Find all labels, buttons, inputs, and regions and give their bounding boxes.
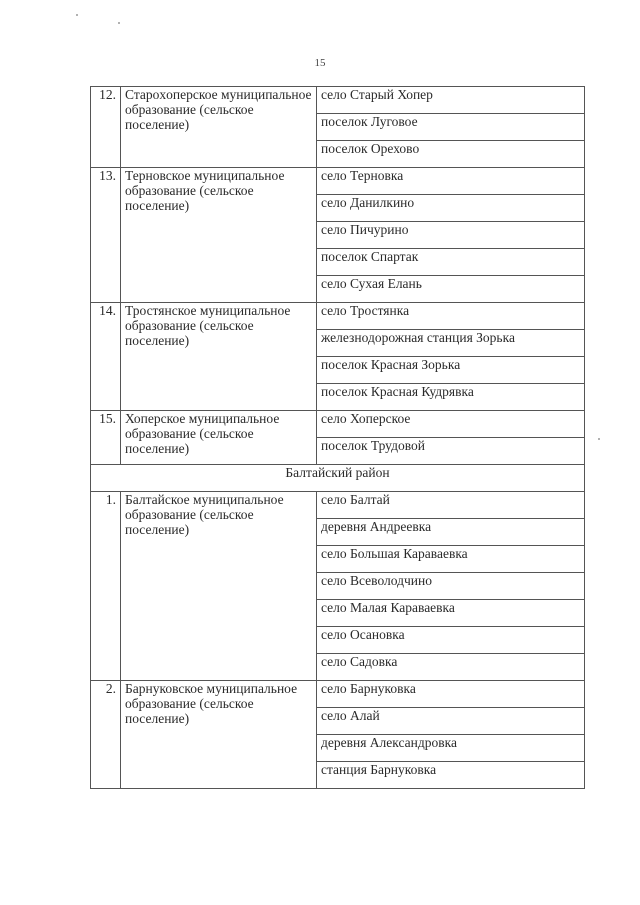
- municipality-name: Барнуковское муниципальное образование (сельское поселение): [121, 681, 317, 789]
- settlements-table: [90, 86, 585, 789]
- settlement-name: село Балтай: [317, 492, 585, 519]
- table-row: [91, 303, 585, 330]
- settlement-name: поселок Луговое: [317, 114, 585, 141]
- row-number: 12.: [91, 87, 121, 168]
- settlement-name: село Данилкино: [317, 195, 585, 222]
- settlement-name: станция Барнуковка: [317, 762, 585, 789]
- district-title: Балтайский район: [91, 465, 585, 492]
- row-number: 1.: [91, 492, 121, 681]
- settlements-table-body: [91, 87, 585, 789]
- district-row: [91, 465, 585, 492]
- settlement-name: село Старый Хопер: [317, 87, 585, 114]
- table-row: [91, 492, 585, 519]
- settlement-name: поселок Красная Зорька: [317, 357, 585, 384]
- settlement-name: деревня Андреевка: [317, 519, 585, 546]
- municipality-name: Староxоперское муниципальное образование (сельское поселение): [121, 87, 317, 168]
- settlement-name: село Хоперское: [317, 411, 585, 438]
- settlement-name: село Большая Караваевка: [317, 546, 585, 573]
- row-number: 2.: [91, 681, 121, 789]
- settlement-name: поселок Орехово: [317, 141, 585, 168]
- settlement-name: село Барнуковка: [317, 681, 585, 708]
- settlement-name: поселок Спартак: [317, 249, 585, 276]
- settlement-name: село Осановка: [317, 627, 585, 654]
- settlement-name: поселок Красная Кудрявка: [317, 384, 585, 411]
- table-row: [91, 87, 585, 114]
- settlement-name: село Пичурино: [317, 222, 585, 249]
- scan-speck: [118, 22, 120, 24]
- settlement-name: село Тростянка: [317, 303, 585, 330]
- municipality-name: Хоперское муниципальное образование (сельское поселение): [121, 411, 317, 465]
- row-number: 15.: [91, 411, 121, 465]
- municipality-name: Балтайское муниципальное образование (сельское поселение): [121, 492, 317, 681]
- settlement-name: деревня Александровка: [317, 735, 585, 762]
- row-number: 14.: [91, 303, 121, 411]
- settlement-name: село Терновка: [317, 168, 585, 195]
- settlement-name: железнодорожная станция Зорька: [317, 330, 585, 357]
- municipality-name: Терновское муниципальное образование (сельское поселение): [121, 168, 317, 303]
- scan-speck: [76, 14, 78, 16]
- table-row: [91, 168, 585, 195]
- table-row: [91, 411, 585, 438]
- settlement-name: поселок Трудовой: [317, 438, 585, 465]
- settlement-name: село Всеволодчино: [317, 573, 585, 600]
- scan-speck: [598, 438, 600, 440]
- row-number: 13.: [91, 168, 121, 303]
- settlement-name: село Малая Караваевка: [317, 600, 585, 627]
- municipality-name: Тростянское муниципальное образование (сельское поселение): [121, 303, 317, 411]
- table-row: [91, 681, 585, 708]
- settlement-name: село Садовка: [317, 654, 585, 681]
- settlement-name: село Алай: [317, 708, 585, 735]
- page-number: 15: [314, 57, 326, 69]
- settlement-name: село Сухая Елань: [317, 276, 585, 303]
